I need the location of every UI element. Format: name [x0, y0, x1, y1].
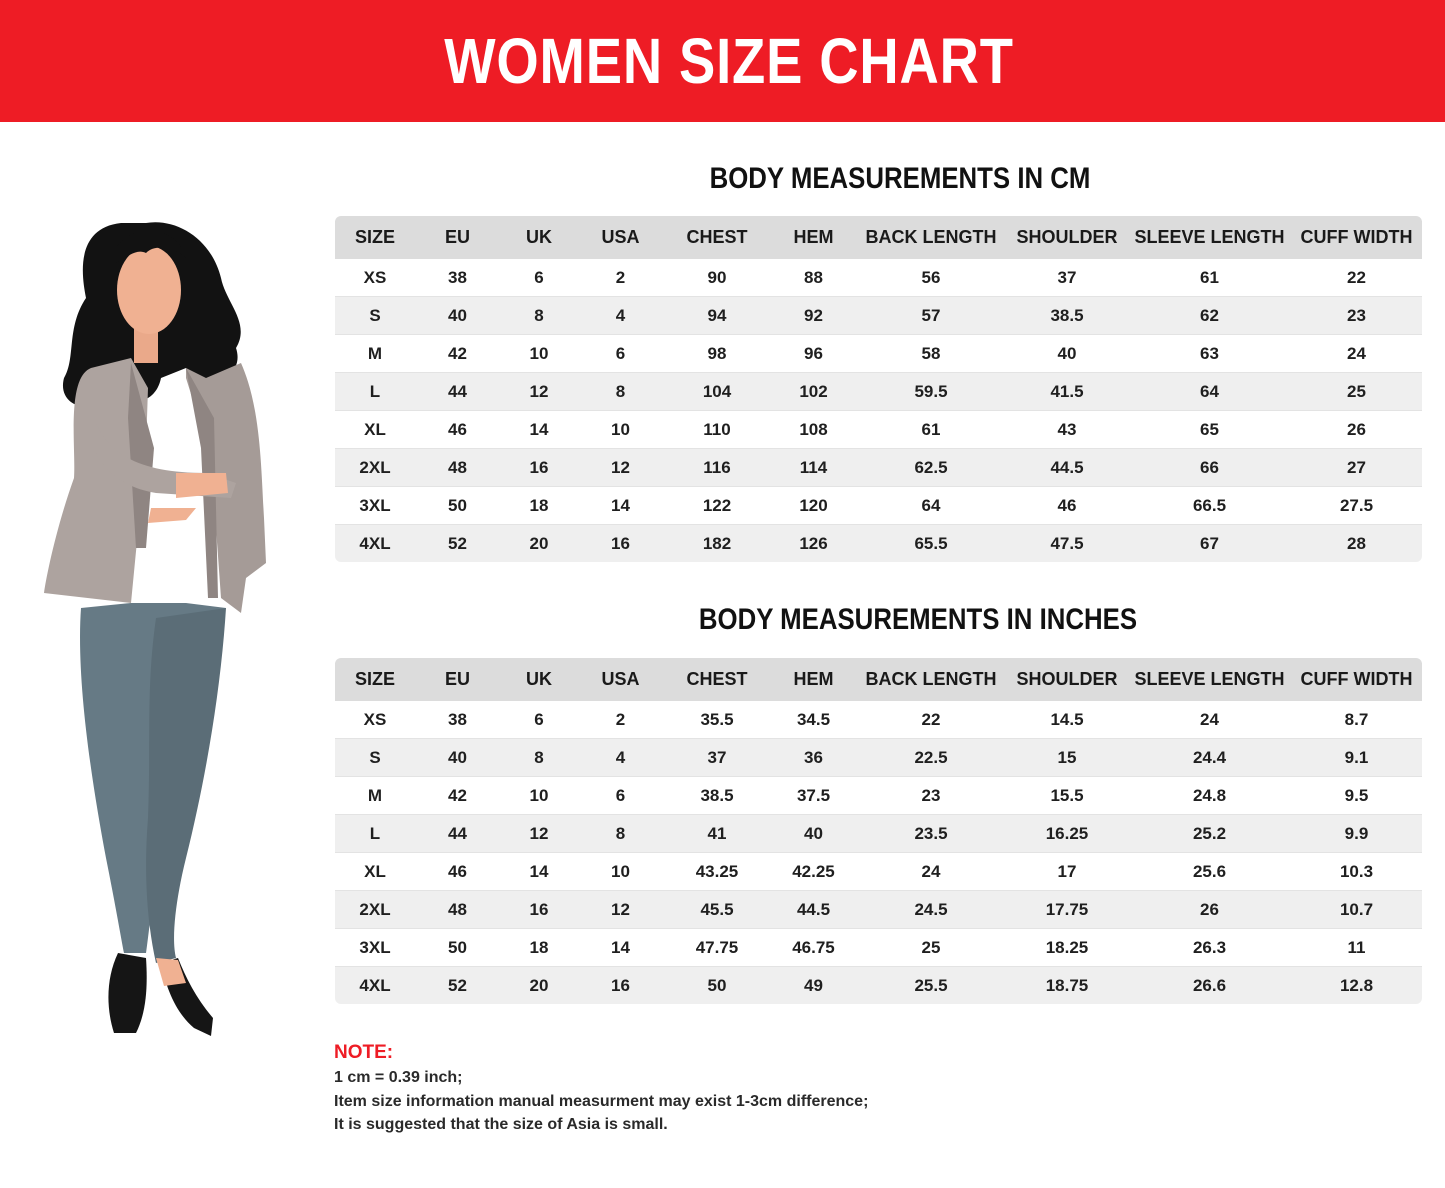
table-cell: 22 — [1291, 259, 1422, 297]
table-cell: 9.9 — [1291, 815, 1422, 853]
table-cell: 46.75 — [771, 929, 856, 967]
table-cell: 46 — [415, 853, 500, 891]
table-cell: XL — [335, 853, 415, 891]
table-cell: 27.5 — [1291, 487, 1422, 525]
table-cell: 26.6 — [1128, 967, 1291, 1005]
table-cell: 24 — [1128, 701, 1291, 739]
table-cell: 25 — [856, 929, 1006, 967]
table-cell: 18 — [500, 929, 578, 967]
table-cell: 104 — [663, 373, 771, 411]
table-cell: L — [335, 815, 415, 853]
table-row — [335, 525, 1422, 563]
table-cell: 2 — [578, 701, 663, 739]
column-header: BACK LENGTH — [856, 658, 1006, 701]
table-cell: 37 — [663, 739, 771, 777]
column-header: HEM — [771, 658, 856, 701]
inch-table-title: BODY MEASUREMENTS IN INCHES — [698, 603, 1138, 636]
table-cell: 20 — [500, 525, 578, 563]
table-cell: 98 — [663, 335, 771, 373]
table-cell: 110 — [663, 411, 771, 449]
table-cell: 23.5 — [856, 815, 1006, 853]
table-row — [335, 891, 1422, 929]
table-cell: 61 — [856, 411, 1006, 449]
column-header: HEM — [771, 216, 856, 259]
table-cell: M — [335, 777, 415, 815]
note-line: Item size information manual measurment may exist 1-3cm difference; — [334, 1092, 869, 1110]
table-row — [335, 777, 1422, 815]
table-cell: 8 — [578, 373, 663, 411]
table-cell: 24 — [856, 853, 1006, 891]
table-cell: 46 — [415, 411, 500, 449]
column-header: SLEEVE LENGTH — [1128, 216, 1291, 259]
table-cell: 26 — [1128, 891, 1291, 929]
table-cell: 10 — [578, 853, 663, 891]
table-cell: 9.1 — [1291, 739, 1422, 777]
table-cell: 14 — [500, 853, 578, 891]
table-cell: L — [335, 373, 415, 411]
column-header: BACK LENGTH — [856, 216, 1006, 259]
table-cell: 122 — [663, 487, 771, 525]
table-row — [335, 739, 1422, 777]
table-cell: 10 — [500, 335, 578, 373]
table-cell: 47.5 — [1006, 525, 1128, 563]
table-cell: 34.5 — [771, 701, 856, 739]
table-row — [335, 259, 1422, 297]
table-cell: 22 — [856, 701, 1006, 739]
table-cell: 14 — [578, 929, 663, 967]
column-header: CHEST — [663, 658, 771, 701]
table-cell: 24.8 — [1128, 777, 1291, 815]
table-cell: 18 — [500, 487, 578, 525]
table-cell: 23 — [856, 777, 1006, 815]
table-cell: 92 — [771, 297, 856, 335]
table-cell: 41 — [663, 815, 771, 853]
column-header: USA — [578, 658, 663, 701]
table-cell: 182 — [663, 525, 771, 563]
table-cell: 64 — [1128, 373, 1291, 411]
table-cell: M — [335, 335, 415, 373]
table-cell: 28 — [1291, 525, 1422, 563]
page-title: WOMEN SIZE CHART — [444, 25, 1014, 97]
cm-size-table — [335, 216, 1422, 562]
table-cell: 47.75 — [663, 929, 771, 967]
table-cell: 114 — [771, 449, 856, 487]
table-cell: 102 — [771, 373, 856, 411]
table-cell: 6 — [578, 777, 663, 815]
table-cell: XS — [335, 259, 415, 297]
table-cell: 12 — [500, 815, 578, 853]
table-cell: 6 — [578, 335, 663, 373]
table-cell: 65 — [1128, 411, 1291, 449]
table-row — [335, 487, 1422, 525]
table-cell: 42 — [415, 777, 500, 815]
table-cell: 67 — [1128, 525, 1291, 563]
table-cell: 8 — [578, 815, 663, 853]
table-cell: 108 — [771, 411, 856, 449]
woman-figure-icon — [36, 218, 276, 1048]
table-cell: 44 — [415, 815, 500, 853]
table-header-row — [335, 658, 1422, 701]
table-cell: 16 — [578, 967, 663, 1005]
table-cell: 65.5 — [856, 525, 1006, 563]
table-cell: 44.5 — [1006, 449, 1128, 487]
table-cell: 120 — [771, 487, 856, 525]
table-cell: S — [335, 739, 415, 777]
cm-table-title: BODY MEASUREMENTS IN CM — [709, 162, 1091, 195]
table-cell: 4XL — [335, 525, 415, 563]
table-cell: 3XL — [335, 487, 415, 525]
table-cell: 26.3 — [1128, 929, 1291, 967]
table-cell: 126 — [771, 525, 856, 563]
table-cell: 40 — [771, 815, 856, 853]
column-header: USA — [578, 216, 663, 259]
table-cell: 10 — [500, 777, 578, 815]
column-header: SHOULDER — [1006, 658, 1128, 701]
note-line: 1 cm = 0.39 inch; — [334, 1069, 463, 1086]
table-cell: 24 — [1291, 335, 1422, 373]
table-cell: 50 — [415, 487, 500, 525]
column-header: SLEEVE LENGTH — [1128, 658, 1291, 701]
table-cell: 14 — [500, 411, 578, 449]
table-cell: 23 — [1291, 297, 1422, 335]
table-cell: 62.5 — [856, 449, 1006, 487]
table-cell: 27 — [1291, 449, 1422, 487]
table-row — [335, 929, 1422, 967]
table-cell: 3XL — [335, 929, 415, 967]
table-cell: XL — [335, 411, 415, 449]
table-cell: 20 — [500, 967, 578, 1005]
table-cell: 116 — [663, 449, 771, 487]
table-cell: 18.75 — [1006, 967, 1128, 1005]
table-cell: 4 — [578, 297, 663, 335]
column-header: EU — [415, 658, 500, 701]
table-cell: 14.5 — [1006, 701, 1128, 739]
table-cell: 90 — [663, 259, 771, 297]
column-header: SIZE — [335, 658, 415, 701]
table-cell: 36 — [771, 739, 856, 777]
table-cell: 66 — [1128, 449, 1291, 487]
column-header: UK — [500, 658, 578, 701]
table-cell: 64 — [856, 487, 1006, 525]
table-cell: 6 — [500, 259, 578, 297]
table-row — [335, 373, 1422, 411]
table-cell: 37.5 — [771, 777, 856, 815]
table-cell: 25.2 — [1128, 815, 1291, 853]
table-cell: 88 — [771, 259, 856, 297]
table-cell: 2XL — [335, 449, 415, 487]
table-cell: 8 — [500, 739, 578, 777]
table-cell: 15 — [1006, 739, 1128, 777]
table-cell: 2XL — [335, 891, 415, 929]
table-cell: 61 — [1128, 259, 1291, 297]
column-header: CUFF WIDTH — [1291, 216, 1422, 259]
table-cell: 50 — [663, 967, 771, 1005]
table-cell: 16 — [578, 525, 663, 563]
table-cell: 9.5 — [1291, 777, 1422, 815]
table-cell: 17.75 — [1006, 891, 1128, 929]
table-cell: 4 — [578, 739, 663, 777]
table-cell: 24.4 — [1128, 739, 1291, 777]
table-row — [335, 967, 1422, 1005]
table-cell: 44 — [415, 373, 500, 411]
table-cell: 44.5 — [771, 891, 856, 929]
table-cell: 26 — [1291, 411, 1422, 449]
table-cell: 66.5 — [1128, 487, 1291, 525]
inch-size-table — [335, 658, 1422, 1004]
table-cell: 25.5 — [856, 967, 1006, 1005]
table-row — [335, 449, 1422, 487]
table-cell: 46 — [1006, 487, 1128, 525]
table-cell: 37 — [1006, 259, 1128, 297]
table-cell: 49 — [771, 967, 856, 1005]
table-cell: 40 — [1006, 335, 1128, 373]
column-header: EU — [415, 216, 500, 259]
note-title: NOTE: — [334, 1042, 394, 1063]
table-cell: 59.5 — [856, 373, 1006, 411]
table-cell: 40 — [415, 739, 500, 777]
table-row — [335, 297, 1422, 335]
table-cell: 50 — [415, 929, 500, 967]
table-cell: 42.25 — [771, 853, 856, 891]
table-cell: 6 — [500, 701, 578, 739]
table-cell: 16.25 — [1006, 815, 1128, 853]
table-cell: 52 — [415, 967, 500, 1005]
table-cell: 38 — [415, 701, 500, 739]
table-row — [335, 335, 1422, 373]
table-cell: 38 — [415, 259, 500, 297]
table-cell: 48 — [415, 449, 500, 487]
column-header: SHOULDER — [1006, 216, 1128, 259]
table-header-row — [335, 216, 1422, 259]
table-row — [335, 701, 1422, 739]
table-cell: 8 — [500, 297, 578, 335]
table-cell: 94 — [663, 297, 771, 335]
table-cell: 43 — [1006, 411, 1128, 449]
table-cell: 63 — [1128, 335, 1291, 373]
table-cell: 12.8 — [1291, 967, 1422, 1005]
table-cell: 62 — [1128, 297, 1291, 335]
table-cell: 12 — [578, 449, 663, 487]
column-header: SIZE — [335, 216, 415, 259]
table-cell: 24.5 — [856, 891, 1006, 929]
table-cell: 10.7 — [1291, 891, 1422, 929]
column-header: CUFF WIDTH — [1291, 658, 1422, 701]
column-header: UK — [500, 216, 578, 259]
table-cell: 43.25 — [663, 853, 771, 891]
table-cell: 25.6 — [1128, 853, 1291, 891]
table-cell: 25 — [1291, 373, 1422, 411]
table-row — [335, 411, 1422, 449]
table-cell: 42 — [415, 335, 500, 373]
table-cell: 12 — [578, 891, 663, 929]
table-cell: 41.5 — [1006, 373, 1128, 411]
table-cell: 16 — [500, 891, 578, 929]
table-cell: 52 — [415, 525, 500, 563]
table-cell: 57 — [856, 297, 1006, 335]
table-cell: 8.7 — [1291, 701, 1422, 739]
table-cell: 58 — [856, 335, 1006, 373]
table-cell: 48 — [415, 891, 500, 929]
table-cell: 2 — [578, 259, 663, 297]
table-cell: 22.5 — [856, 739, 1006, 777]
table-cell: 11 — [1291, 929, 1422, 967]
table-cell: 45.5 — [663, 891, 771, 929]
table-cell: S — [335, 297, 415, 335]
note-section — [334, 1040, 1034, 1137]
table-cell: 96 — [771, 335, 856, 373]
table-row — [335, 815, 1422, 853]
table-cell: 12 — [500, 373, 578, 411]
table-cell: 56 — [856, 259, 1006, 297]
note-line: It is suggested that the size of Asia is small. — [334, 1116, 668, 1133]
table-cell: 38.5 — [663, 777, 771, 815]
table-cell: 4XL — [335, 967, 415, 1005]
table-cell: 35.5 — [663, 701, 771, 739]
table-cell: 14 — [578, 487, 663, 525]
table-cell: 10.3 — [1291, 853, 1422, 891]
table-cell: XS — [335, 701, 415, 739]
table-cell: 17 — [1006, 853, 1128, 891]
table-cell: 18.25 — [1006, 929, 1128, 967]
table-cell: 16 — [500, 449, 578, 487]
table-cell: 38.5 — [1006, 297, 1128, 335]
table-cell: 15.5 — [1006, 777, 1128, 815]
table-cell: 40 — [415, 297, 500, 335]
table-row — [335, 853, 1422, 891]
table-cell: 10 — [578, 411, 663, 449]
column-header: CHEST — [663, 216, 771, 259]
